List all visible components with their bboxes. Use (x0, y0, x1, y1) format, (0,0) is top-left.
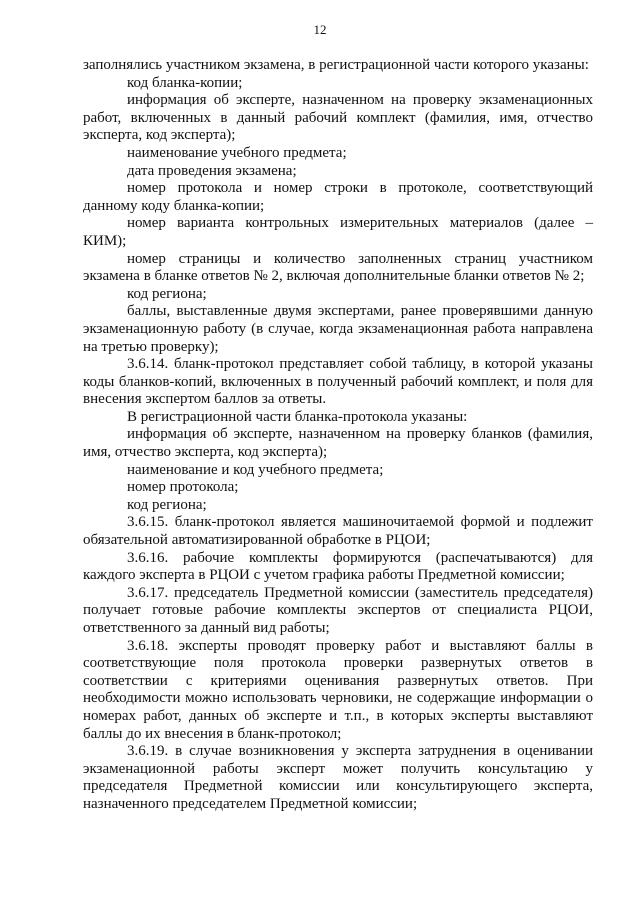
clause-3-6-17: 3.6.17. председатель Предметной комиссии (заместитель председателя) получает готовые рабочие комплекты экспертов от специалиста РЦОИ, ответственного за данный вид работы; (83, 584, 593, 636)
list-item: дата проведения экзамена; (127, 162, 297, 179)
list-item: код бланка-копии; (127, 74, 243, 91)
document-body (83, 57, 593, 814)
clause-3-6-18: 3.6.18. эксперты проводят проверку работ и выставляют баллы в соответствующие поля протокола проверки развернутых ответов в соответствии с критериями оценивания развернутых ответов. При необходимости можно использовать черновики, не содержащие информации о номерах работ, данных об эксперте и т.п., в которых эксперты выставляют баллы до их внесения в бланк-протокол; (83, 637, 593, 742)
list-item: номер варианта контрольных измерительных материалов (далее – КИМ); (83, 215, 593, 249)
clause-3-6-15: 3.6.15. бланк-протокол является машиночитаемой формой и подлежит обязательной автоматизированной обработке в РЦОИ; (83, 514, 593, 549)
list-item: наименование и код учебного предмета; (127, 461, 384, 478)
list-item: информация об эксперте, назначенном на проверку бланков (фамилия, имя, отчество эксперта, код эксперта); (83, 426, 593, 461)
paragraph: В регистрационной части бланка-протокола указаны: (127, 408, 468, 425)
list-item: информация об эксперте, назначенном на проверку экзаменационных работ, включенных в данный рабочий комплект (фамилия, имя, отчество эксперта, код эксперта); (83, 92, 593, 144)
clause-3-6-16: 3.6.16. рабочие комплекты формируются (распечатываются) для каждого эксперта в РЦОИ с учетом графика работы Предметной комиссии; (83, 549, 593, 584)
list-item: наименование учебного предмета; (127, 144, 347, 161)
list-item: номер протокола и номер строки в протоколе, соответствующий данному коду бланка-копии; (83, 180, 593, 214)
list-item: код региона; (127, 285, 207, 302)
clause-3-6-19: 3.6.19. в случае возникновения у эксперта затруднения в оценивании экзаменационной работы эксперт может получить консультацию у председателя Предметной комиссии или консультирующего эксперта, назначенного председателем Предметной комиссии; (83, 743, 593, 812)
list-item: номер протокола; (127, 479, 239, 496)
page-number: 12 (313, 22, 327, 37)
paragraph: заполнялись участником экзамена, в регистрационной части которого указаны: (83, 57, 589, 73)
list-item: номер страницы и количество заполненных страниц участником экзамена в бланке ответов № 2, включая дополнительные бланки ответов № 2; (83, 250, 593, 285)
clause-3-6-14: 3.6.14. бланк-протокол представляет собой таблицу, в которой указаны коды бланков-копий, включенных в полученный рабочий комплект, и поля для внесения экспертом баллов за ответы. (83, 356, 593, 408)
list-item: код региона; (127, 496, 207, 513)
list-item: баллы, выставленные двумя экспертами, ранее проверявшими данную экзаменационную работу (в случае, когда экзаменационная работа направлена на третью проверку); (83, 303, 593, 355)
